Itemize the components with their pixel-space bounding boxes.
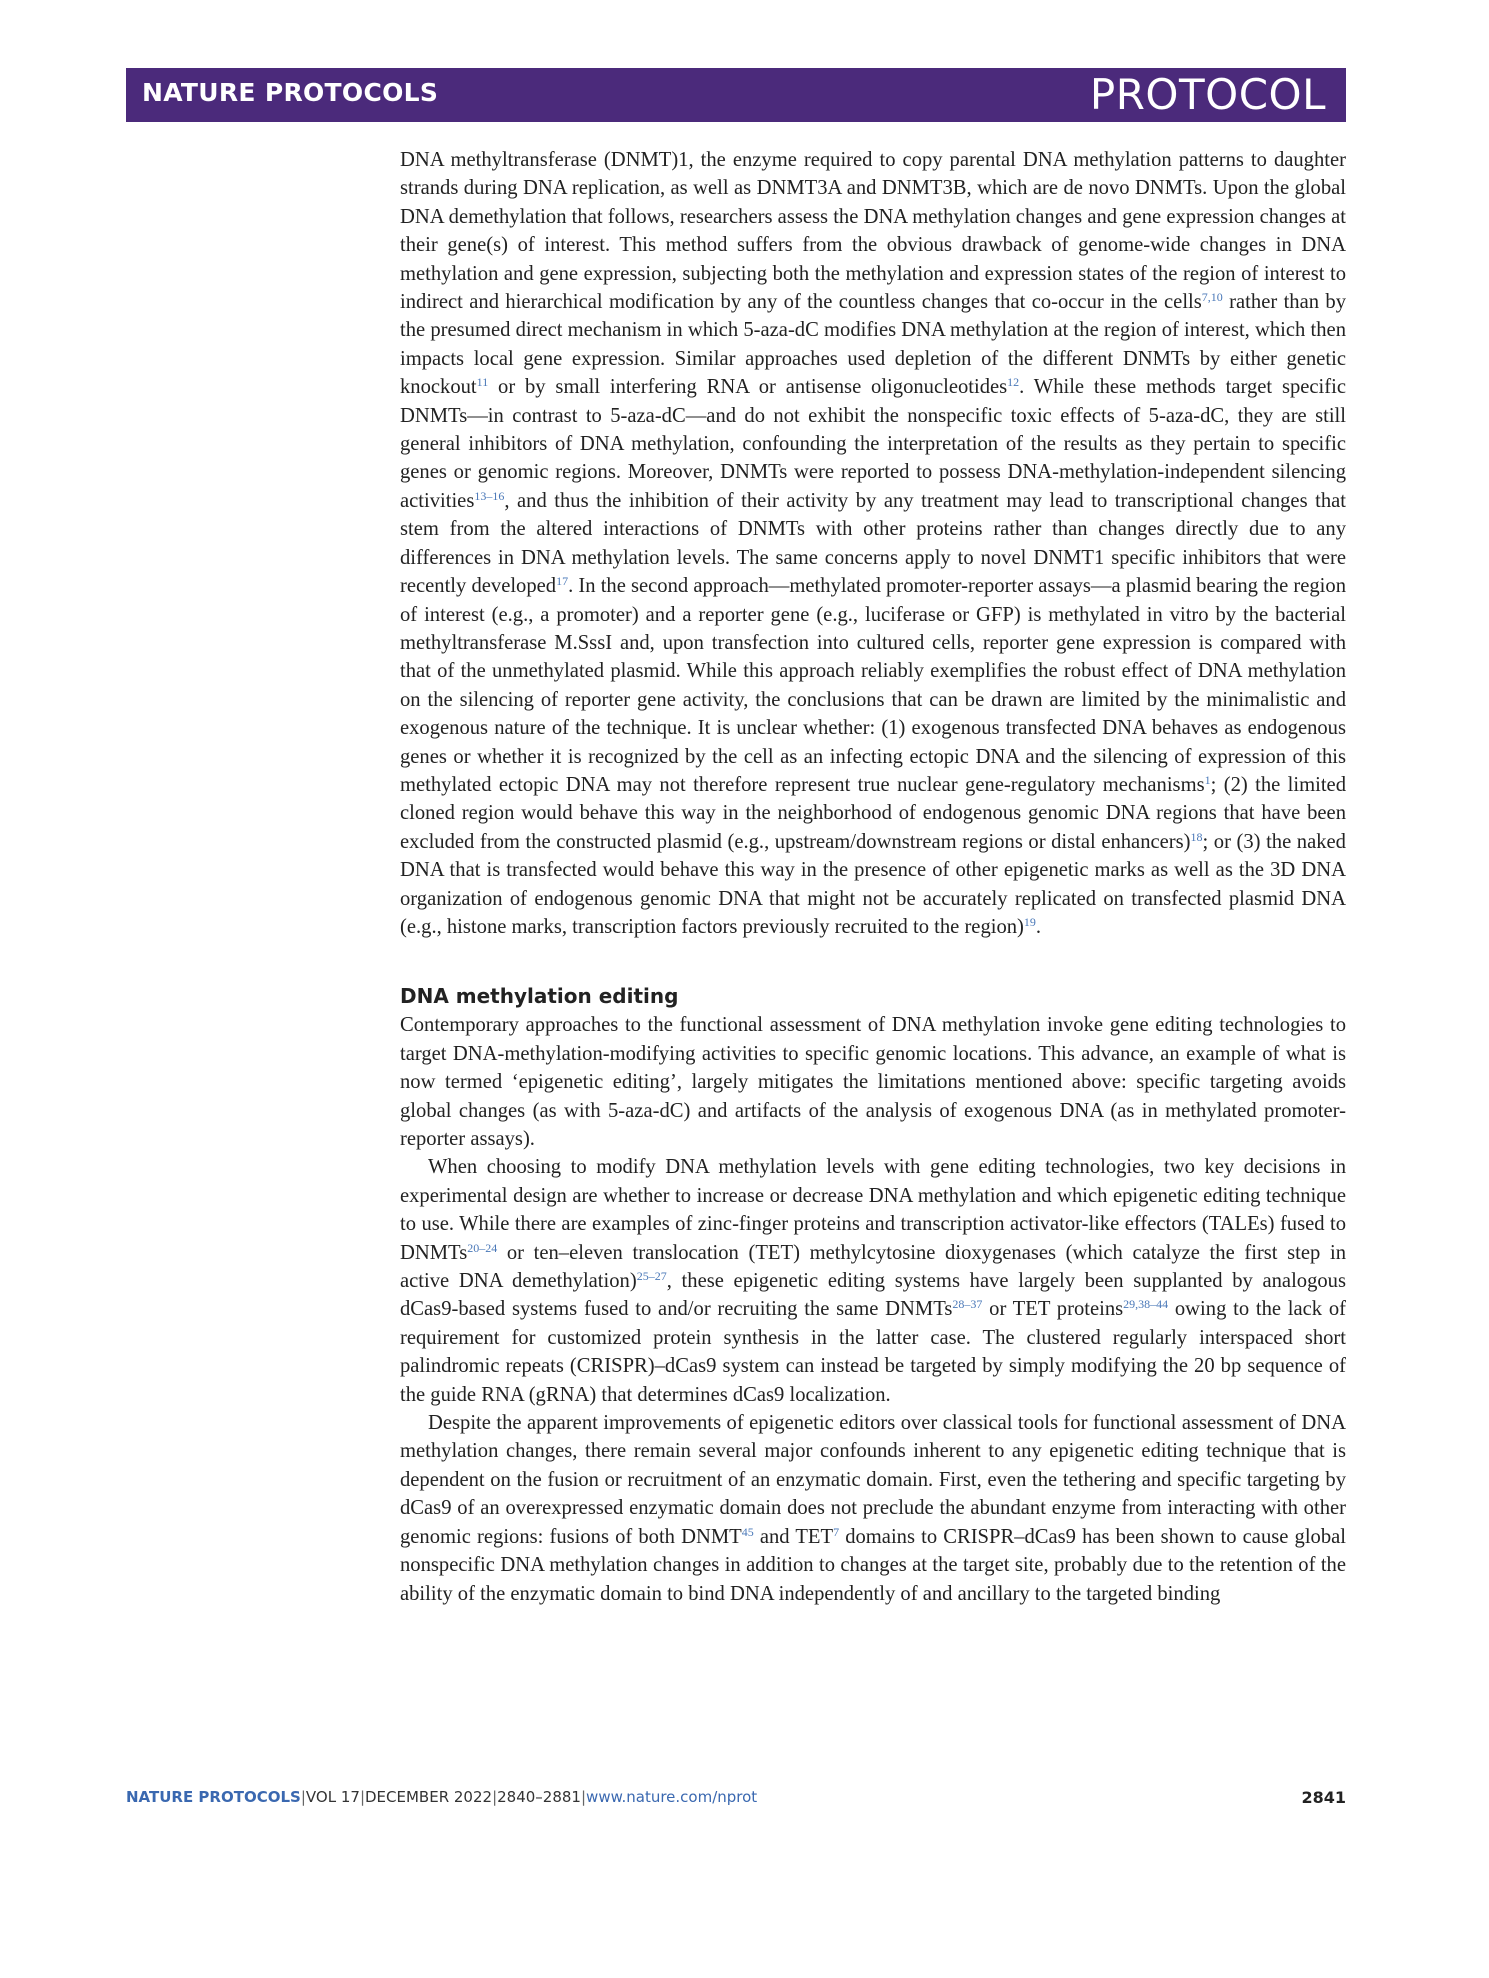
- paragraph: [400, 1011, 1346, 1153]
- citation-ref[interactable]: 17: [556, 574, 569, 589]
- footer-volume: VOL 17: [305, 1788, 360, 1806]
- section-heading: DNA methylation editing: [400, 984, 679, 1009]
- citation-ref[interactable]: 18: [1190, 829, 1203, 844]
- text-run: or ten–eleven translocation (TET) methylcytosine dioxygenases (which catalyze the first step in active DNA demethylation): [400, 1241, 1346, 1293]
- citation-ref[interactable]: 13–16: [474, 488, 505, 503]
- citation-ref[interactable]: 29,38–44: [1123, 1297, 1169, 1312]
- paragraph: [400, 1153, 1346, 1409]
- citation-ref[interactable]: 1: [1204, 772, 1211, 787]
- text-run: . In the second approach—methylated promoter-reporter assays—a plasmid bearing the region of interest (e.g., a promoter) and a reporter gene (e.g., luciferase or GFP) is methylated in vitro by the bacterial methyltransferase M.SssI and, upon transfection into cultured cells, reporter gene expression is compared with that of the unmethylated plasmid. While this approach reliably exemplifies the robust effect of DNA methylation on the silencing of reporter gene activity, the conclusions that can be drawn are limited by the minimalistic and exogenous nature of the technique. It is unclear whether: (1) exogenous transfected DNA behaves as endogenous genes or whether it is recognized by the cell as an infecting ectopic DNA and the silencing of expression of this methylated ectopic DNA may not therefore represent true nuclear gene-regulatory mechanisms: [400, 575, 1346, 796]
- text-run: or TET proteins: [982, 1298, 1124, 1321]
- text-run: owing to the lack of requirement for customized protein synthesis in the latter case. The clustered regularly interspaced short palindromic repeats (CRISPR)–dCas9 system can instead be targeted by simply modifying the 20 bp sequence of the guide RNA (gRNA) that determines dCas9 localization.: [400, 1298, 1346, 1406]
- citation-ref[interactable]: 45: [741, 1524, 754, 1539]
- page-number: 2841: [1301, 1788, 1346, 1807]
- text-run: rather than by the presumed direct mechanism in which 5-aza-dC modifies DNA methylation at the region of interest, which then impacts local gene expression. Similar approaches used depletion of the different DNMTs by either genetic knockout: [400, 291, 1346, 399]
- text-run: DNA methyltransferase (DNMT)1, the enzyme required to copy parental DNA methylation patterns to daughter strands during DNA replication, as well as DNMT3A and DNMT3B, which are de novo DNMTs. Upon the global DNA demethylation that follows, researchers assess the DNA methylation changes and gene expression changes at their gene(s) of interest. This method suffers from the obvious drawback of genome-wide changes in DNA methylation and gene expression, subjecting both the methylation and expression states of the region of interest to indirect and hierarchical modification by any of the countless changes that co-occur in the cells: [400, 149, 1346, 314]
- footer-pages: 2840–2881: [497, 1788, 581, 1806]
- citation-ref[interactable]: 28–37: [952, 1297, 983, 1312]
- text-run: Despite the apparent improvements of epigenetic editors over classical tools for functional assessment of DNA methylation changes, there remain several major confounds inherent to any epigenetic editing technique that is dependent on the fusion or recruitment of an enzymatic domain. First, even the tethering and specific targeting by dCas9 of an overexpressed enzymatic domain does not preclude the abundant enzyme from interacting with other genomic regions: fusions of both DNMT: [400, 1412, 1346, 1548]
- citation-ref[interactable]: 25–27: [636, 1269, 667, 1284]
- text-run: . While these methods target specific DNMTs—in contrast to 5-aza-dC—and do not exhibit the nonspecific toxic effects of 5-aza-dC, they are still general inhibitors of DNA methylation, confounding the interpretation of the results as they pertain to specific genes or genomic regions. Moreover, DNMTs were reported to possess DNA-methylation-independent silencing activities: [400, 376, 1346, 512]
- footer-url-link[interactable]: www.nature.com/nprot: [586, 1788, 758, 1806]
- page-footer: NATURE PROTOCOLS|VOL 17|DECEMBER 2022|2840–2881|www.nature.com/nprot 2841: [126, 1788, 1346, 1807]
- paragraph: [400, 1409, 1346, 1608]
- paragraph: [400, 146, 1346, 941]
- text-run: , these epigenetic editing systems have largely been supplanted by analogous dCas9-based systems fused to and/or recruiting the same DNMTs: [400, 1270, 1346, 1321]
- footer-journal: NATURE PROTOCOLS: [126, 1788, 301, 1806]
- citation-ref[interactable]: 7,10: [1201, 290, 1223, 305]
- journal-name: NATURE PROTOCOLS: [142, 78, 439, 107]
- citation-ref[interactable]: 20–24: [467, 1240, 498, 1255]
- article-body: [400, 146, 1346, 1608]
- citation-ref[interactable]: 7: [833, 1524, 840, 1539]
- text-run: and TET: [753, 1525, 834, 1548]
- text-run: ; (2) the limited cloned region would behave this way in the neighborhood of endogenous genomic DNA regions that have been excluded from the constructed plasmid (e.g., upstream/downstream regions or distal enhancers): [400, 773, 1346, 853]
- footer-date: DECEMBER 2022: [365, 1788, 493, 1806]
- text-run: ; or (3) the naked DNA that is transfected would behave this way in the presence of other epigenetic marks as well as the 3D DNA organization of endogenous genomic DNA that might not be accurately replicated on transfected plasmid DNA (e.g., histone marks, transcription factors previously recruited to the region): [400, 830, 1346, 938]
- citation-ref[interactable]: 11: [476, 375, 489, 390]
- text-run: , and thus the inhibition of their activity by any treatment may lead to transcriptional changes that stem from the altered interactions of DNMTs with other proteins rather than changes directly due to any differences in DNA methylation levels. The same concerns apply to novel DNMT1 specific inhibitors that were recently developed: [400, 489, 1346, 598]
- citation-ref[interactable]: 19: [1023, 914, 1036, 929]
- text-run: When choosing to modify DNA methylation levels with gene editing technologies, two key decisions in experimental design are whether to increase or decrease DNA methylation and which epigenetic editing technique to use. While there are examples of zinc-finger proteins and transcription activator-like effectors (TALEs) fused to DNMTs: [400, 1156, 1346, 1264]
- journal-banner: [126, 68, 1346, 122]
- article-type: PROTOCOL: [1089, 70, 1326, 119]
- text-run: domains to CRISPR–dCas9 has been shown to cause global nonspecific DNA methylation changes in addition to changes at the target site, probably due to the retention of the ability of the enzymatic domain to bind DNA independently of and ancillary to the targeted binding: [400, 1525, 1346, 1605]
- citation-ref[interactable]: 12: [1007, 375, 1020, 390]
- text-run: .: [1035, 915, 1042, 938]
- text-run: or by small interfering RNA or antisense oligonucleotides: [488, 376, 1008, 399]
- text-run: Contemporary approaches to the functional assessment of DNA methylation invoke gene editing technologies to target DNA-methylation-modifying activities to specific genomic locations. This advance, an example of what is now termed ‘epigenetic editing’, largely mitigates the limitations mentioned above: specific targeting avoids global changes (as with 5-aza-dC) and artifacts of the analysis of exogenous DNA (as in methylated promoter-reporter assays).: [400, 1014, 1346, 1150]
